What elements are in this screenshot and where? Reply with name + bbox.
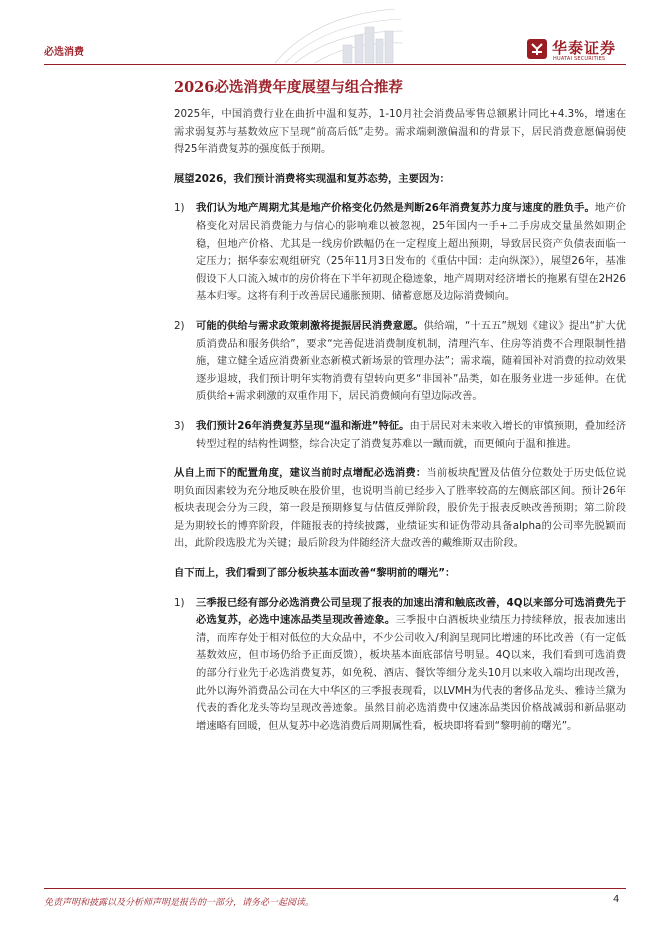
intro-paragraph: 2025年，中国消费行业在曲折中温和复苏，1-10月社会消费品零售总额累计同比+4.3%，增速在需求弱复苏与基数效应下呈现“前高后低”走势。需求端刺激偏温和的背景下，居民消费意愿偏弱使得25年消费复苏的强度低于预期。 <box>174 108 626 156</box>
reason-text: 地产价格变化对居民消费能力与信心的影响难以被忽视，25年国内一手+二手房成交量虽然如期企稳，但地产价格、尤其是一线房价跌幅仍在一定程度上超出预期，导致居民资产负债表面临一定压力；据华泰宏观组研究（25年11月3日发布的《重估中国：走向纵深》），展望26年，基准假设下人口流入城市的房价将在下半年初现企稳迹象，地产周期对经济增长的拖累有望在2H26基本归零。这将有利于改善居民通胀预期、储蓄意愿及边际消费倾向。 <box>196 202 627 303</box>
reason-number: 2) <box>174 319 185 332</box>
bottomup-text: 三季报中白酒板块业绩压力持续释放，报表加速出清，而库存处于相对低位的大众品中，不少公司收入/利润呈现同比增速的环比改善（有一定低基数效应，但市场仍给予正面反馈），板块基本面底部信号明显。4Q以来，我们看到可选消费的部分行业先于必选消费复苏，如免税、酒店、餐饮等细分龙头10月以来收入端均出现改善，此外以海外消费品公司在大中华区的三季报表现看，以LVMH为代表的奢侈品龙头、雅诗兰黛为代表的香化龙头等均呈现改善迹象。虽然目前必选消费中仅速冻品类因价格战减弱和新品驱动增速略有回暖，但从复苏中必选消费后周期属性看，板块即将看到“黎明前的曙光”。 <box>196 614 626 732</box>
section-label: 必选消费 <box>44 47 84 58</box>
bottomup-number: 1) <box>174 596 185 609</box>
header-divider <box>44 64 626 65</box>
huatai-logo <box>526 36 636 66</box>
main-content <box>174 78 626 735</box>
reason-item-1 <box>174 200 626 306</box>
bottomup-lead-text: 自下而上，我们看到了部分板块基本面改善“黎明前的曙光”： <box>174 567 456 580</box>
reason-text: 供给端，“十五五”规划《建议》提出“扩大优质消费品和服务供给”，要求“完善促进消费制度机制，清理汽车、住房等消费不合理限制性措施，建立健全适应消费新业态新模式新场景的管理办法”；需求端，随着国补对消费的拉动效果逐步退坡，我们预计明年实物消费有望转向更多“非国补”品类，如在服务业进一步延伸。在优质供给+需求刺激的双重作用下，居民消费倾向有望边际改善。 <box>196 319 626 403</box>
logo-text-cn: 华泰证券 <box>552 39 617 57</box>
footer-disclaimer: 免责声明和披露以及分析师声明是报告的一部分，请务必一起阅读。 <box>44 898 315 908</box>
outlook-lead-text: 展望2026，我们预计消费将实现温和复苏态势，主要因为： <box>174 172 450 185</box>
footer-divider <box>44 888 626 889</box>
section-title: 2026必选消费年度展望与组合推荐 <box>174 79 403 96</box>
reason-number: 1) <box>174 202 185 215</box>
bottomup-bold: 三季报已经有部分必选消费公司呈现了报表的加速出清和触底改善，4Q以来部分可选消费先于必选复苏，必选中速冻品类呈现改善迹象。 <box>196 596 626 627</box>
reason-number: 3) <box>174 419 185 432</box>
reason-item-3 <box>174 418 626 453</box>
bottomup-item-1 <box>174 595 626 736</box>
header-decoration <box>255 5 405 65</box>
reason-bold: 我们预计26年消费复苏呈现“温和渐进”特征。 <box>196 419 410 432</box>
topdown-bold: 从自上而下的配置角度，建议当前时点增配必选消费： <box>174 467 427 480</box>
page-number: 4 <box>613 894 620 905</box>
reason-bold: 可能的供给与需求政策刺激将提振居民消费意愿。 <box>196 319 424 332</box>
topdown-paragraph <box>174 465 626 553</box>
page-header <box>0 0 662 70</box>
reason-item-2 <box>174 318 626 406</box>
huatai-logo-icon <box>526 38 548 60</box>
reason-bold: 我们认为地产周期尤其是地产价格变化仍然是判断26年消费复苏力度与速度的胜负手。 <box>196 202 595 215</box>
logo-text-en: HUATAI SECURITIES <box>553 56 606 62</box>
bottomup-lead <box>174 565 626 583</box>
outlook-lead <box>174 171 626 189</box>
topdown-text: 当前板块配置及估值分位数处于历史低位说明负面因素较为充分地反映在股价里，也说明当前已经步入了胜率较高的左侧底部区间。预计26年板块表现会分为三段，第一段是预期修复与估值反弹阶段，股价先于报表反映改善预期；第二阶段是为期较长的博弈阶段，伴随报表的持续披露，业绩证实和证伪带动具备alpha的公司率先脱颖而出，此阶段选股尤为关键；最后阶段为伴随经济大盘改善的戴维斯双击阶段。 <box>174 467 627 550</box>
reason-text: 由于居民对未来收入增长的审慎预期，叠加经济转型过程的结构性调整，综合决定了消费复苏难以一蹴而就，而更倾向于温和推进。 <box>196 419 627 450</box>
